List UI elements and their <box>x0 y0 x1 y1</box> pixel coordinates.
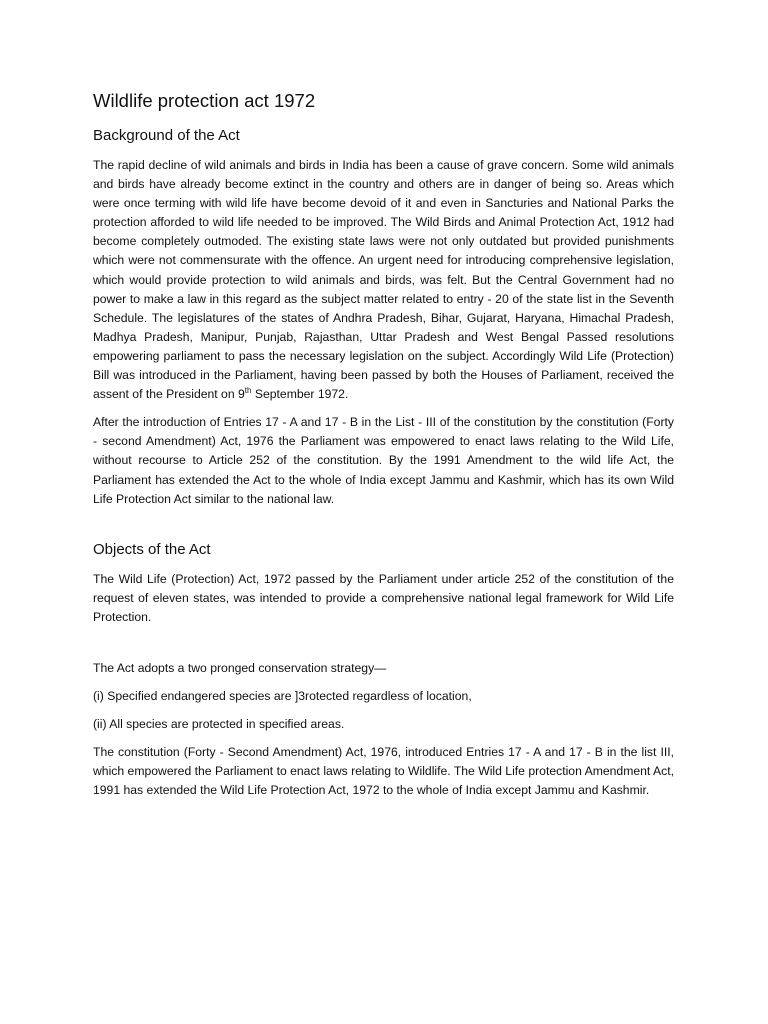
document-page <box>93 88 674 810</box>
objects-paragraph-1: The Wild Life (Protection) Act, 1972 passed by the Parliament under article 252 of the constitution of the request of eleven states, was intended to provide a comprehensive national legal framework for Wild Life Protection. <box>93 571 674 624</box>
background-paragraph-1 <box>93 156 674 404</box>
document-title: Wildlife protection act 1972 <box>93 90 316 111</box>
background-paragraph-2: After the introduction of Entries 17 - A and 17 - B in the List - III of the constitution by the constitution (Forty - second Amendment) Act, 1976 the Parliament was empowered to enact laws relating to the Wild Life, without recourse to Article 252 of the constitution. By the 1991 Amendment to the wild life Act, the Parliament has extended the Act to the whole of India except Jammu and Kashmir, which has its own Wild Life Protection Act similar to the national law. <box>93 415 674 506</box>
background-paragraph-1-end: September 1972. <box>251 387 349 402</box>
objects-heading: Objects of the Act <box>93 540 211 558</box>
objects-paragraph-final: The constitution (Forty - Second Amendment) Act, 1976, introduced Entries 17 - A and 17 - B in the list III, which empowered the Parliament to enact laws relating to Wildlife. The Wild Life protection Amendment Act, 1991 has extended the Wild Life Protection Act, 1972 to the whole of India except Jammu and Kashmir. <box>93 745 674 798</box>
background-paragraph-1-text: The rapid decline of wild animals and birds in India has been a cause of grave concern. Some wild animals and birds have already become extinct in the country and others are in danger of being so. Areas which were once terming with wild life have become devoid of it and even in Sancturies and National Parks the protection afforded to wild life needed to be improved. The Wild Birds and Animal Protection Act, 1912 had become completely outmoded. The existing state laws were not only outdated but provided punishments which were not commensurate with the offence. An urgent need for introducing comprehensive legislation, which would provide protection to wild animals and birds, was felt. But the Central Government had no power to make a law in this regard as the subject matter related to entry - 20 of the state list in the Seventh Schedule. The legislatures of the states of Andhra Pradesh, Bihar, Gujarat, Haryana, Himachal Pradesh, Madhya Pradesh, Manipur, Punjab, Rajasthan, Uttar Pradesh and West Bengal Passed resolutions empowering parliament to pass the necessary legislation on the subject. Accordingly Wild Life (Protection) Bill was introduced in the Parliament, having been passed by both the Houses of Parliament, received the assent of the President on 9 <box>93 158 674 402</box>
strategy-item-1: (i) Specified endangered species are ]3rotected regardless of location, <box>93 689 472 704</box>
strategy-intro: The Act adopts a two pronged conservation strategy— <box>93 660 387 675</box>
ordinal-suffix: th <box>244 386 252 396</box>
strategy-item-2: (ii) All species are protected in specified areas. <box>93 717 345 732</box>
background-heading: Background of the Act <box>93 127 240 144</box>
